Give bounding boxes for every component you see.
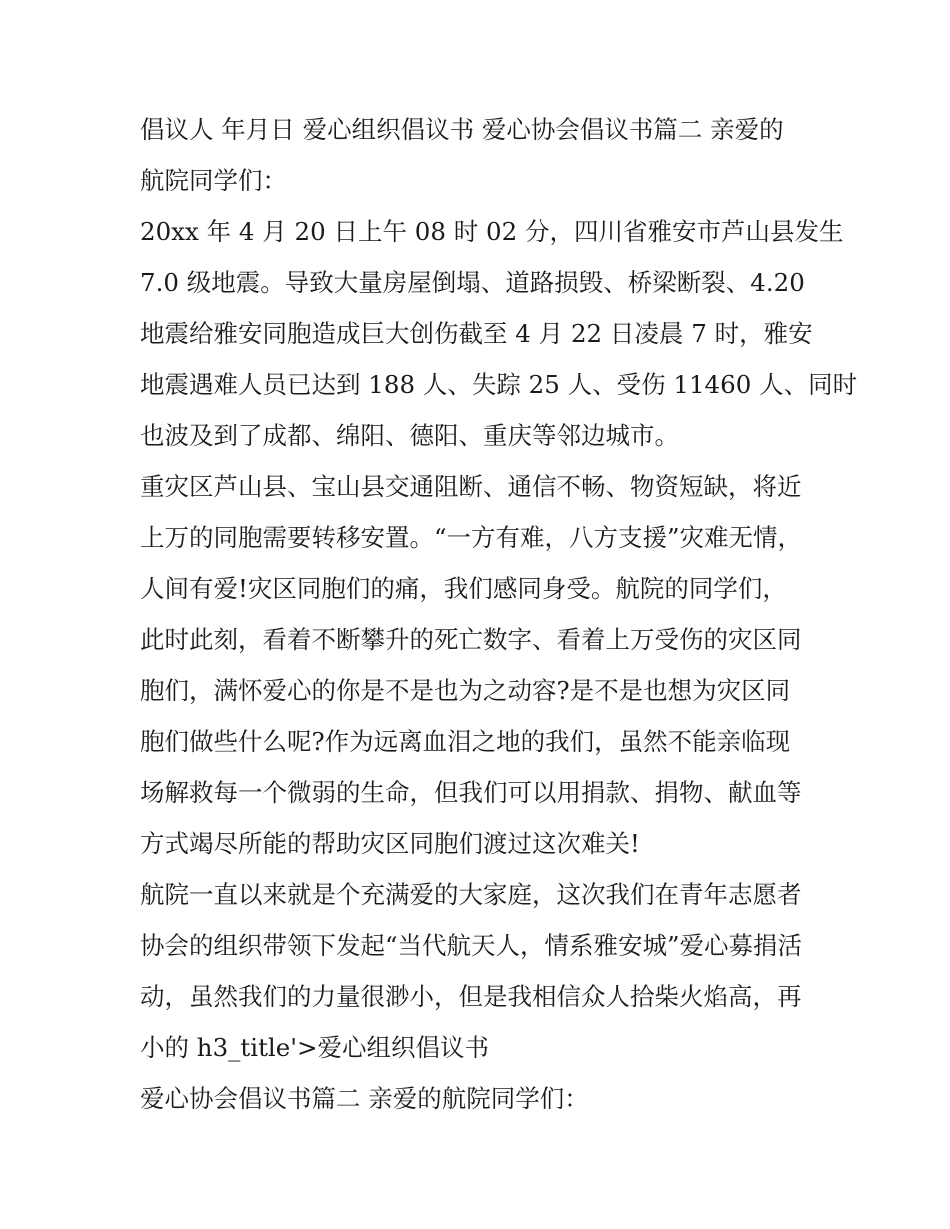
text-line: 航院一直以来就是个充满爱的大家庭，这次我们在青年志愿者: [140, 880, 802, 909]
text-line: 上万的同胞需要转移安置。“一方有难，八方支援”灾难无情，: [140, 523, 803, 552]
text-line: 场解救每一个微弱的生命，但我们可以用捐款、捐物、献血等: [140, 778, 802, 807]
text-line: 7.0 级地震。导致大量房屋倒塌、道路损毁、桥梁断裂、4.20: [140, 268, 805, 297]
text-line: 胞们，满怀爱心的你是不是也为之动容?是不是也想为灾区同: [140, 676, 791, 705]
text-line: 动，虽然我们的力量很渺小，但是我相信众人拾柴火焰高，再: [140, 982, 802, 1011]
document-body: [140, 104, 858, 1124]
text-line: 胞们做些什么呢?作为远离血泪之地的我们，虽然不能亲临现: [140, 727, 791, 756]
text-line: 重灾区芦山县、宝山县交通阻断、通信不畅、物资短缺，将近: [140, 472, 802, 501]
text-line: 也波及到了成都、绵阳、德阳、重庆等邻边城市。: [140, 421, 679, 450]
text-line: 方式竭尽所能的帮助灾区同胞们渡过这次难关!: [140, 829, 640, 858]
text-line: 爱心协会倡议书篇二 亲爱的航院同学们：: [140, 1084, 589, 1113]
text-line: 航院同学们：: [140, 166, 287, 195]
text-line: 小的 h3_title'>爱心组织倡议书: [140, 1033, 490, 1062]
text-line: 此时此刻，看着不断攀升的死亡数字、看着上万受伤的灾区同: [140, 625, 802, 654]
text-line: 20xx 年 4 月 20 日上午 08 时 02 分，四川省雅安市芦山县发生: [140, 217, 844, 246]
text-line: 倡议人 年月日 爱心组织倡议书 爱心协会倡议书篇二 亲爱的: [140, 115, 784, 144]
text-line: 人间有爱!灾区同胞们的痛，我们感同身受。航院的同学们，: [140, 574, 787, 603]
text-line: 地震给雅安同胞造成巨大创伤截至 4 月 22 日凌晨 7 时，雅安: [140, 319, 813, 348]
text-line: 协会的组织带领下发起“当代航天人，情系雅安城”爱心募捐活: [140, 931, 803, 960]
text-line: 地震遇难人员已达到 188 人、失踪 25 人、受伤 11460 人、同时: [140, 370, 858, 399]
